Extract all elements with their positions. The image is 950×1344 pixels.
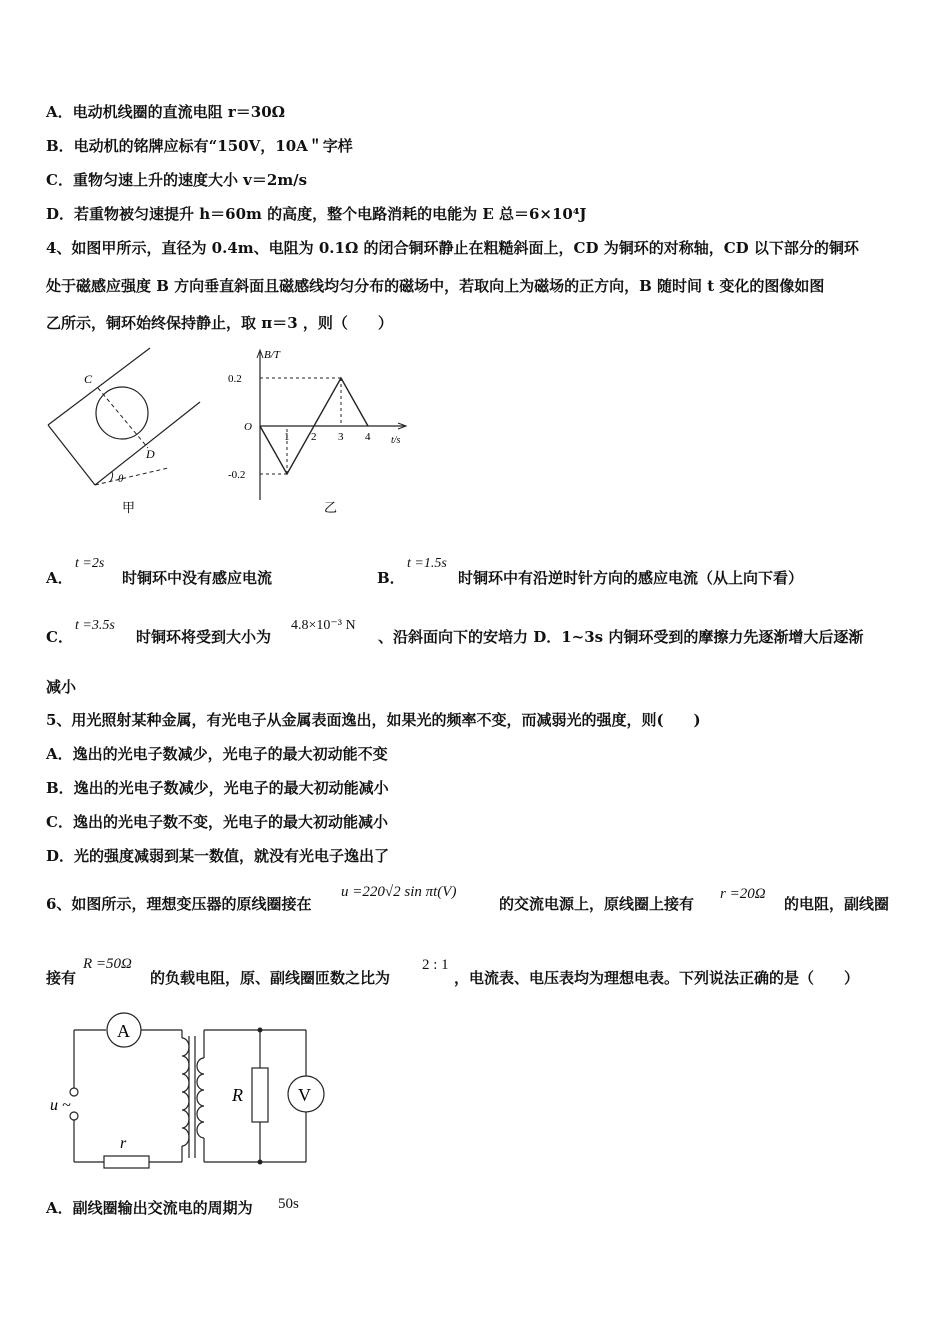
q3-option-c: C．重物匀速上升的速度大小 v＝2m/s: [46, 171, 308, 189]
q3-option-d: D．若重物被匀速提升 h＝60m 的高度，整个电路消耗的电能为 E 总＝6×10⁴J: [46, 205, 587, 223]
q4-c-force-math: 4.8×10⁻³ N: [291, 618, 356, 633]
q4-a-prefix: A．: [46, 569, 73, 587]
q4-figure-bt-graph: [228, 340, 418, 520]
q6-text-5: 的负载电阻，原、副线圈匝数之比为: [150, 969, 391, 987]
q3-option-a: A．电动机线圈的直流电阻 r＝30Ω: [46, 103, 285, 121]
q6-small-r: r =20Ω: [720, 886, 766, 902]
ammeter-label: A: [117, 1021, 130, 1041]
q4-stem-line-3: 乙所示，铜环始终保持静止，取 π＝3 ，则（ ）: [46, 314, 393, 332]
big-r-label: R: [232, 1085, 243, 1105]
q4-b-math: t =1.5s: [407, 556, 447, 571]
y-axis-label: B/T: [264, 349, 280, 361]
figure-label-yi: 乙: [324, 500, 338, 515]
q6-text-3: 的电阻，副线圈: [784, 895, 890, 913]
label-d: D: [146, 447, 155, 461]
q6-text-1: 6、如图所示，理想变压器的原线圈接在: [46, 895, 312, 913]
q5-option-c: C．逸出的光电子数不变，光电子的最大初动能减小: [46, 813, 388, 831]
x-tick-label: 2: [311, 431, 317, 443]
q4-figure-incline: [40, 340, 220, 520]
voltmeter-label: V: [298, 1085, 311, 1105]
q5-option-a: A．逸出的光电子数减少，光电子的最大初动能不变: [46, 745, 388, 763]
origin-label: O: [244, 421, 252, 433]
q4-b-text: 时铜环中有沿逆时针方向的感应电流（从上向下看）: [458, 569, 804, 587]
figure-label-jia: 甲: [122, 500, 136, 515]
x-tick-label: 4: [365, 431, 371, 443]
q6-text-2: 的交流电源上，原线圈上接有: [499, 895, 695, 913]
label-theta: θ: [118, 473, 124, 485]
q4-stem-line-1: 4、如图甲所示，直径为 0.4m、电阻为 0.1Ω 的闭合铜环静止在粗糙斜面上，CD 为铜环的对称轴，CD 以下部分的铜环: [46, 239, 859, 257]
q6-option-a: A．副线圈输出交流电的周期为: [46, 1199, 253, 1217]
x-tick-label: 1: [284, 431, 290, 443]
q6-turns-ratio: 2 : 1: [422, 957, 449, 973]
q4-a-math: t =2s: [75, 556, 105, 571]
source-label: u ~: [50, 1097, 71, 1114]
q5-option-d: D．光的强度减弱到某一数值，就没有光电子逸出了: [46, 847, 390, 865]
q6-option-a-value: 50s: [278, 1196, 299, 1212]
x-tick-label: 3: [338, 431, 344, 443]
q4-d-text-end: 减小: [46, 678, 77, 696]
q6-text-6: ，电流表、电压表均为理想电表。下列说法正确的是（ ）: [454, 969, 860, 987]
q6-big-r: R =50Ω: [83, 956, 132, 972]
q5-stem: 5、用光照射某种金属，有光电子从金属表面逸出，如果光的频率不变，而减弱光的强度，则( ): [46, 711, 701, 729]
q6-text-4: 接有: [46, 969, 77, 987]
q5-option-b: B．逸出的光电子数减少，光电子的最大初动能减小: [46, 779, 389, 797]
q4-c-text: 时铜环将受到大小为: [136, 628, 272, 646]
q4-a-text: 时铜环中没有感应电流: [122, 569, 273, 587]
q4-c-d-text: 、沿斜面向下的安培力 D．1~3s 内铜环受到的摩擦力先逐渐增大后逐渐: [378, 628, 864, 646]
q6-circuit-diagram: [44, 1008, 344, 1183]
q4-stem-line-2: 处于磁感应强度 B 方向垂直斜面且磁感线均匀分布的磁场中，若取向上为磁场的正方向，B 随时间 t 变化的图像如图: [46, 277, 825, 295]
q6-voltage-formula: u =220√2 sin πt(V): [341, 884, 457, 900]
y-tick-label: 0.2: [228, 373, 242, 385]
q4-c-prefix: C．: [46, 628, 73, 646]
small-r-label: r: [120, 1135, 127, 1152]
q3-option-b: B．电动机的铭牌应标有“150V，10A＂字样: [46, 137, 353, 155]
y-tick-label: -0.2: [228, 469, 246, 481]
q4-c-math: t =3.5s: [75, 618, 115, 633]
label-c: C: [84, 372, 93, 386]
x-axis-label: t/s: [391, 435, 401, 446]
q4-b-prefix: B．: [377, 569, 405, 587]
